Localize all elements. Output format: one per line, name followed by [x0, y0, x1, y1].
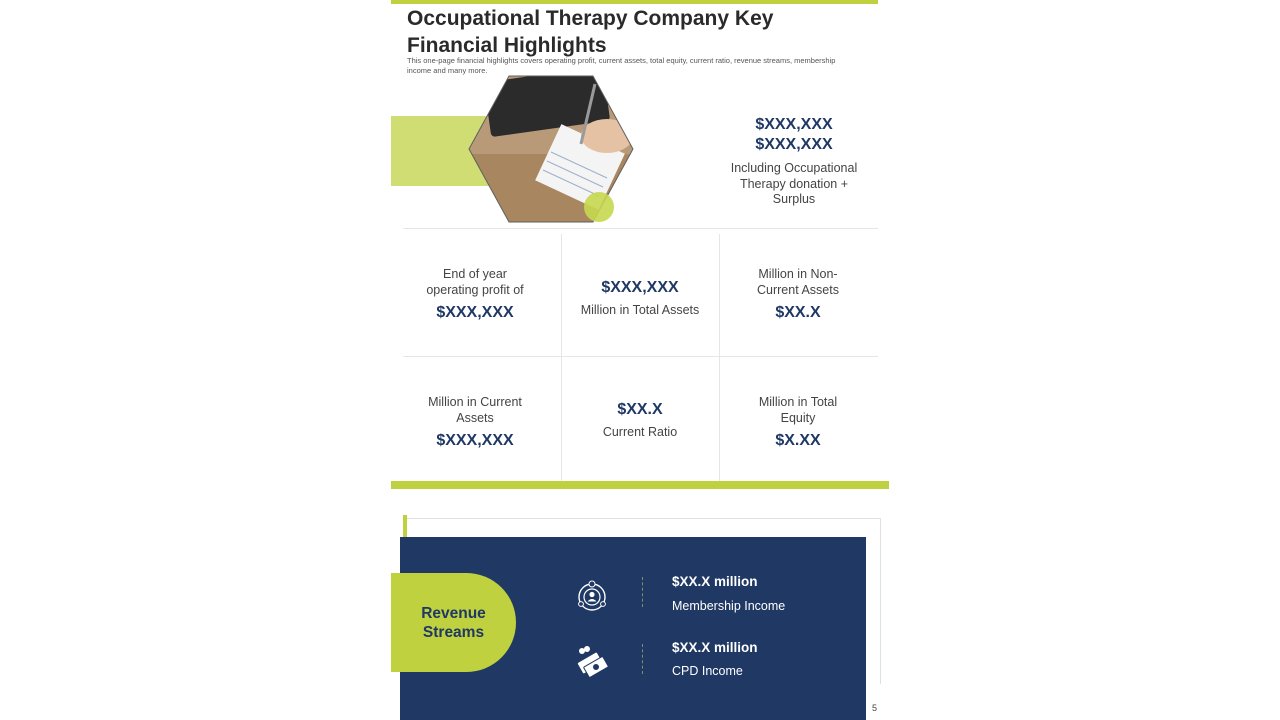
revenue-frame-right — [880, 518, 881, 684]
page-subtitle: This one-page financial highlights covers operating profit, current assets, total equity, current ratio, revenue streams, membership income and many more. — [407, 56, 836, 75]
metric-operating-profit — [400, 266, 550, 322]
page-title — [407, 5, 877, 59]
highlight-value-1: $XXX,XXX — [755, 116, 833, 133]
title-line-2: Financial Highlights — [407, 34, 607, 57]
metric-value: $XXX,XXX — [436, 432, 514, 449]
metric-current-ratio — [565, 401, 715, 440]
metric-label: End of year operating profit of — [426, 267, 524, 297]
metric-value: $XX.X — [775, 304, 821, 321]
cpd-income-label: CPD Income — [672, 664, 743, 678]
highlight-description: Including Occupational Therapy donation + Surplus — [730, 161, 858, 206]
membership-income-value: $XX.X million — [672, 574, 758, 589]
title-line-1: Occupational Therapy Company Key — [407, 7, 774, 30]
bottom-accent-bar — [391, 481, 889, 489]
revenue-streams-heading — [391, 573, 516, 672]
metric-value: $XXX,XXX — [436, 304, 514, 321]
metric-current-assets — [400, 394, 550, 450]
metric-value: $X.XX — [775, 432, 821, 449]
revenue-heading-line-2: Streams — [422, 623, 485, 641]
membership-icon — [575, 580, 609, 614]
top-accent-bar — [391, 0, 878, 4]
revenue-separator-1 — [642, 577, 643, 607]
metric-label: Million in Total Equity — [758, 395, 838, 425]
cpd-income-value: $XX.X million — [672, 640, 758, 655]
metric-value: $XX.X — [617, 401, 663, 418]
metric-non-current-assets — [723, 266, 873, 322]
green-dot-accent — [584, 192, 614, 222]
revenue-heading-line-1: Revenue — [421, 604, 486, 622]
page-number: 5 — [872, 703, 878, 713]
grid-divider-middle — [403, 356, 878, 357]
metric-label: Million in Current Assets — [428, 395, 522, 425]
membership-income-label: Membership Income — [672, 599, 786, 613]
metric-label: Million in Total Assets — [580, 303, 700, 317]
revenue-separator-2 — [642, 644, 643, 674]
metric-value: $XXX,XXX — [601, 279, 679, 296]
revenue-frame-top — [407, 518, 881, 519]
metric-total-equity — [723, 394, 873, 450]
grid-divider-right — [719, 234, 720, 482]
highlight-value-2: $XXX,XXX — [755, 136, 833, 153]
money-icon — [575, 645, 609, 679]
grid-divider-left — [561, 234, 562, 482]
grid-divider-top — [403, 228, 878, 229]
metric-total-assets — [565, 279, 715, 318]
metric-label: Current Ratio — [602, 425, 678, 439]
metric-label: Million in Non-Current Assets — [757, 267, 839, 297]
